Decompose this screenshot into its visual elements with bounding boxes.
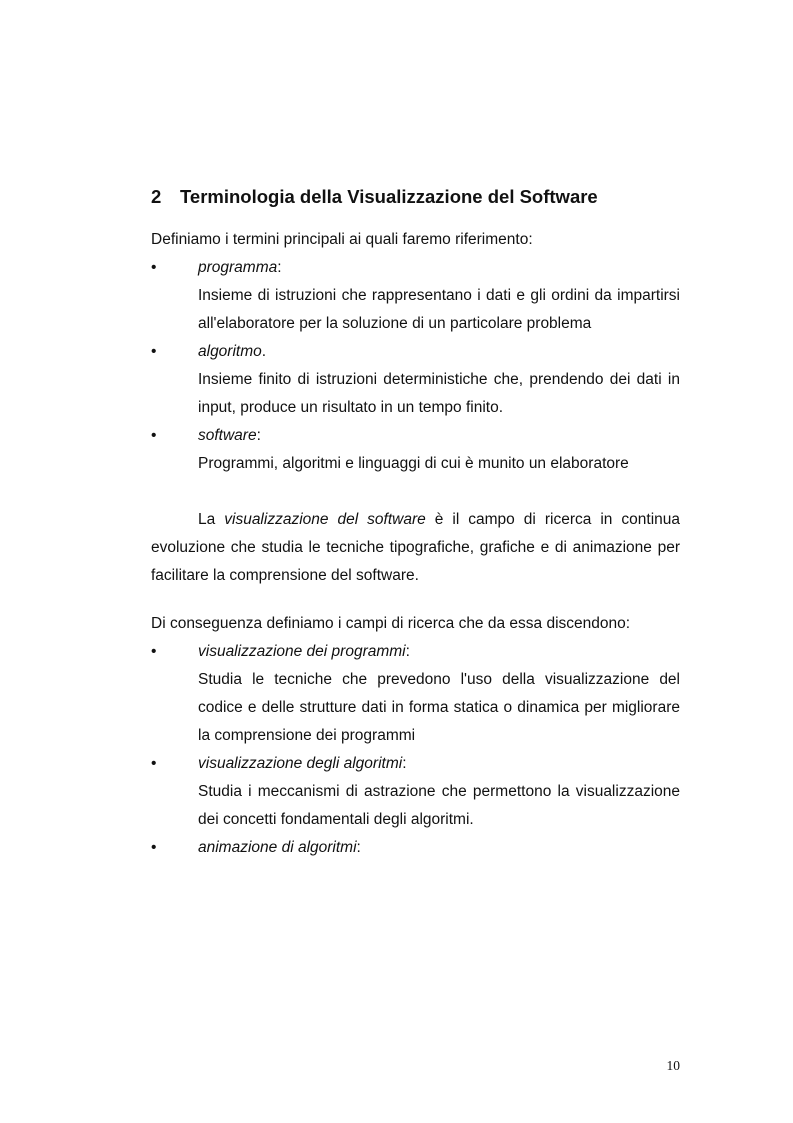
term-description: Studia le tecniche che prevedono l'uso della visualizzazione del codice e delle strutture dati in forma statica o dinamica per migliorare la comprensione dei programmi [198,671,680,744]
section-title: Terminologia della Visualizzazione del Software [180,186,598,207]
paragraph-rest: è il campo di ricerca in continua evoluzione che studia le tecniche tipografiche, grafiche e di animazione per facilitare la comprensione del software. [151,511,681,584]
document-page [151,182,680,862]
paragraph-lead: La [198,511,225,528]
term: visualizzazione dei programmi [198,643,406,660]
bullet: • [151,259,157,276]
term-suffix: : [277,259,282,276]
term-line [198,422,680,450]
list-item [151,422,680,478]
bullet: • [151,343,157,360]
term-description: Insieme finito di istruzioni deterministiche che, prendendo dei dati in input, produce un risultato in un tempo finito. [198,371,680,416]
term-description: Insieme di istruzioni che rappresentano i dati e gli ordini da impartirsi all'elaboratore per la soluzione di un particolare problema [198,287,680,332]
list-item [151,750,680,834]
body-paragraph [151,506,680,590]
fields-list [151,638,680,862]
bullet: • [151,427,157,444]
bullet: • [151,839,157,856]
spacer [151,590,680,610]
bullet: • [151,755,157,772]
term: software [198,427,257,444]
fields-intro: Di conseguenza definiamo i campi di ricerca che da essa discendono: [151,615,631,632]
section-number: 2 [151,186,162,207]
term-description: Studia i meccanismi di astrazione che permettono la visualizzazione dei concetti fondamentali degli algoritmi. [198,783,680,828]
term-suffix: : [256,427,261,444]
term-suffix: : [356,839,361,856]
term-line [198,638,680,666]
list-item [151,638,680,750]
list-item [151,834,680,862]
term-line [198,254,680,282]
term-line [198,834,680,862]
term-line [198,338,680,366]
term-suffix: : [405,643,410,660]
list-item [151,338,680,422]
definitions-intro: Definiamo i termini principali ai quali faremo riferimento: [151,231,533,248]
term-suffix: . [261,343,267,360]
spacer [151,478,680,506]
list-item [151,254,680,338]
term-line [198,750,680,778]
paragraph-emphasis: visualizzazione del software [224,511,426,528]
term-description: Programmi, algoritmi e linguaggi di cui è munito un elaboratore [198,455,629,472]
term: visualizzazione degli algoritmi [198,755,403,772]
page-number: 10 [666,1058,680,1073]
term: algoritmo [198,343,262,360]
section-heading [151,182,680,212]
bullet: • [151,643,157,660]
term: programma [198,259,278,276]
term: animazione di algoritmi [198,839,357,856]
term-suffix: : [402,755,407,772]
definitions-list [151,254,680,478]
